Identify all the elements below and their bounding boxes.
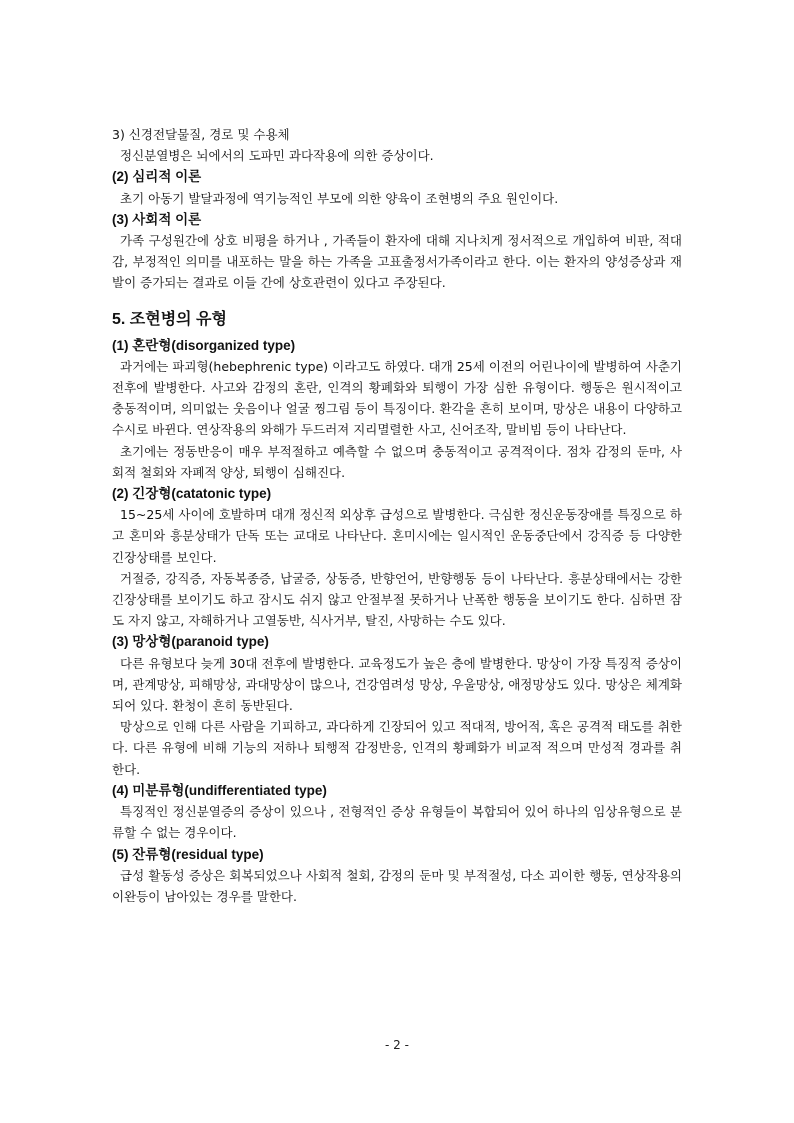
paragraph: 거절증, 강직증, 자동복종증, 납굴증, 상동증, 반향언어, 반향행동 등이 나타난다. 흥분상태에서는 강한 긴장상태를 보이기도 하고 잠시도 쉬지 않고 안절부절 못하거나 난폭한 행동을 보이기도 한다. 심하면 잠도 자지 않고, 자해하거나 고열동반, 식사거부, 탈진, 사망하는 수도 있다. [112, 570, 682, 629]
section-heading: (2) 긴장형(catatonic type) [112, 486, 272, 502]
section-heading: (4) 미분류형(undifferentiated type) [112, 782, 327, 798]
document-page [112, 124, 682, 907]
paragraph: 급성 활동성 증상은 회복되었으나 사회적 철회, 감정의 둔마 및 부적절성, 다소 괴이한 행동, 연상작용의 이완등이 남아있는 경우를 말한다. [112, 867, 682, 904]
section-heading: (1) 혼란형(disorganized type) [112, 337, 296, 353]
paragraph: 망상으로 인해 다른 사람을 기피하고, 과다하게 긴장되어 있고 적대적, 방어적, 혹은 공격적 태도를 취한다. 다른 유형에 비해 기능의 저하나 퇴행적 감정반응, 인격의 황폐화가 비교적 적으며 만성적 경과를 취한다. [112, 719, 682, 777]
paragraph: 가족 구성원간에 상호 비평을 하거나 , 가족들이 환자에 대해 지나치게 정서적으로 개입하여 비판, 적대감, 부정적인 의미를 내포하는 말을 하는 가족을 고표출정서가족이라고 한다. 이는 환자의 양성증상과 재발이 증가되는 결과로 이들 간에 상호관련이 있다고 주장된다. [112, 233, 682, 291]
paragraph: 정신분열병은 뇌에서의 도파민 과다작용에 의한 증상이다. [120, 148, 434, 164]
paragraph: 15~25세 사이에 호발하며 대개 정신적 외상후 급성으로 발병한다. 극심한 정신운동장애를 특징으로 하고 혼미와 흥분상태가 단독 또는 교대로 나타난다. 혼미시에는 일시적인 운동중단에서 강직증 등 다양한 긴장상태를 보인다. [112, 507, 682, 565]
page-number: - 2 - [385, 1038, 409, 1052]
paragraph: 과거에는 파괴형(hebephrenic type) 이라고도 하였다. 대개 25세 이전의 어린나이에 발병하여 사춘기 전후에 발병한다. 사고와 감정의 혼란, 인격의 황폐화와 퇴행이 가장 심한 유형이다. 행동은 원시적이고 충동적이며, 의미없는 웃음이나 얼굴 찡그림 등이 특징이다. 환각을 흔히 보이며, 망상은 내용이 다양하고 수시로 바뀐다. 연상작용의 와해가 두드러져 지리멸렬한 사고, 신어조작, 말비빔 등이 나타난다. [112, 358, 682, 438]
chapter-title: 5. 조현병의 유형 [112, 310, 227, 328]
paragraph: 다른 유형보다 늦게 30대 전후에 발병한다. 교육정도가 높은 층에 발병한다. 망상이 가장 특징적 증상이며, 관계망상, 피해망상, 과대망상이 많으나, 건강염려성 망상, 우울망상, 애정망상도 있다. 망상은 체계화되어 있다. 환청이 흔히 동반된다. [112, 655, 682, 714]
paragraph: 초기에는 정동반응이 매우 부적절하고 예측할 수 없으며 충동적이고 공격적이다. 점차 감정의 둔마, 사회적 철회와 자폐적 양상, 퇴행이 심해진다. [112, 443, 682, 480]
paragraph: 초기 아동기 발달과정에 역기능적인 부모에 의한 양육이 조현병의 주요 원인이다. [120, 190, 559, 206]
section-heading: (2) 심리적 이론 [112, 169, 202, 185]
subsection-label: 3) 신경전달물질, 경로 및 수용체 [112, 127, 290, 142]
paragraph: 특징적인 정신분열증의 증상이 있으나 , 전형적인 증상 유형들이 복합되어 있어 하나의 임상유형으로 분류할 수 없는 경우이다. [112, 804, 682, 841]
section-heading: (3) 망상형(paranoid type) [112, 634, 269, 650]
section-heading: (5) 잔류형(residual type) [112, 846, 264, 862]
section-heading: (3) 사회적 이론 [112, 211, 202, 227]
